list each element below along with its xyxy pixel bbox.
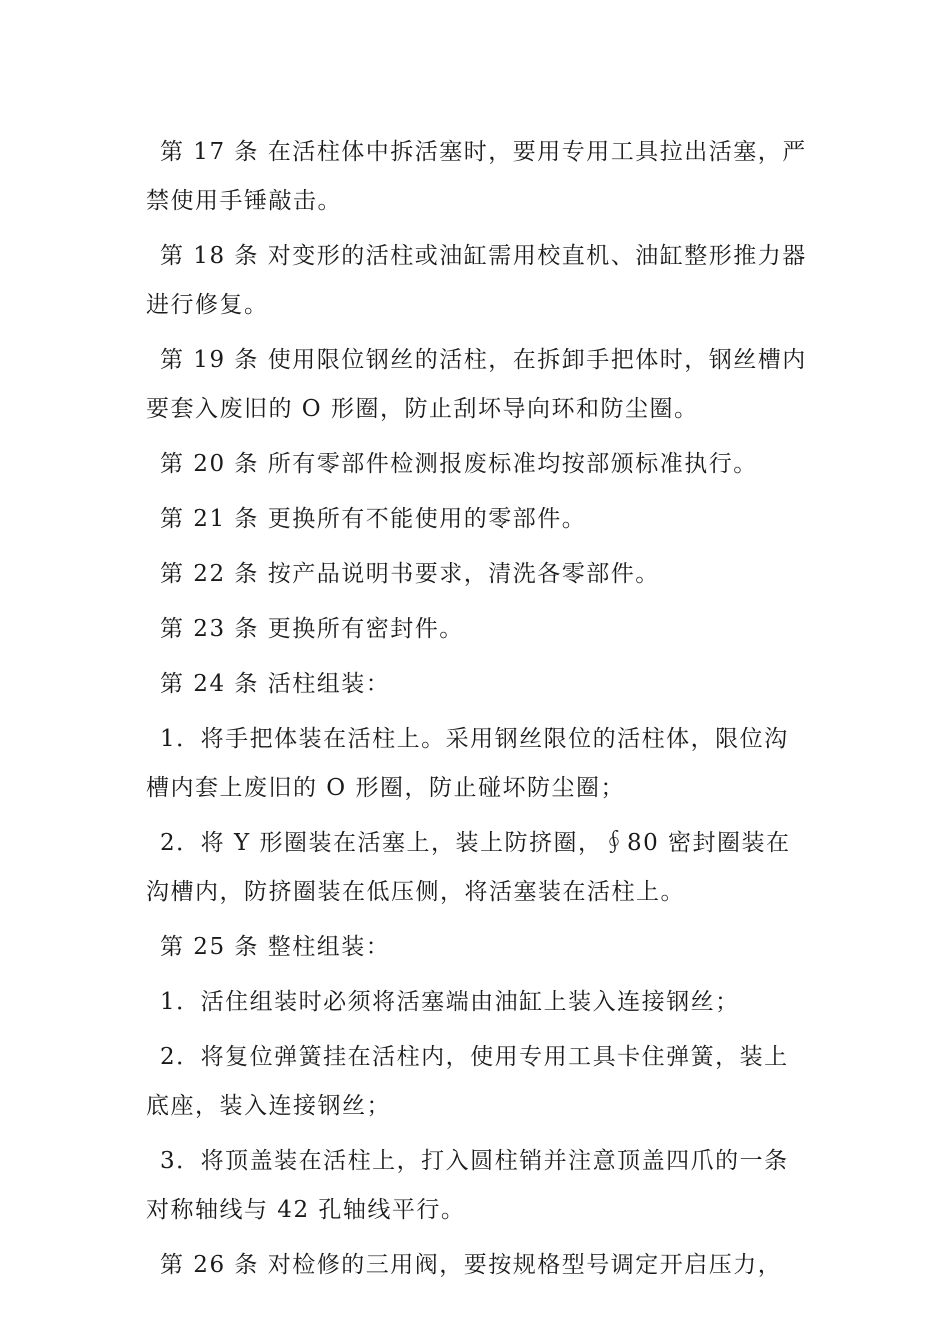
article-24-heading: 第 24 条 活柱组装： [160,671,391,697]
article-22: 第 22 条 按产品说明书要求，清洗各零部件。 [160,561,660,587]
article-26: 第 26 条 对检修的三用阀，要按规格型号调定开启压力， [160,1252,783,1278]
article-25-item-2: 2．将复位弹簧挂在活柱内，使用专用工具卡住弹簧，装上底座，装入连接钢丝； [146,1044,789,1119]
article-21: 第 21 条 更换所有不能使用的零部件。 [160,506,587,532]
article-25-item-3: 3．将顶盖装在活柱上，打入圆柱销并注意顶盖四爪的一条对称轴线与 42 孔轴线平行。 [146,1148,789,1223]
article-24-item-1: 1．将手把体装在活柱上。采用钢丝限位的活柱体，限位沟槽内套上废旧的 O 形圈，防止碰坏防尘圈； [146,726,789,801]
article-23: 第 23 条 更换所有密封件。 [160,616,464,642]
article-25-item-1: 1．活住组装时必须将活塞端由油缸上装入连接钢丝； [160,989,740,1015]
article-25-heading: 第 25 条 整柱组装： [160,934,391,960]
document-body [146,128,810,1296]
article-18: 第 18 条 对变形的活柱或油缸需用校直机、油缸整形推力器进行修复。 [146,243,807,318]
article-17: 第 17 条 在活柱体中拆活塞时，要用专用工具拉出活塞，严禁使用手锤敲击。 [146,139,807,214]
article-19: 第 19 条 使用限位钢丝的活柱，在拆卸手把体时，钢丝槽内要套入废旧的 O 形圈，防止刮坏导向环和防尘圈。 [146,347,807,422]
article-24-item-2: 2．将 Y 形圈装在活塞上，装上防挤圈，∮80 密封圈装在沟槽内，防挤圈装在低压侧，将活塞装在活柱上。 [146,830,791,905]
article-20: 第 20 条 所有零部件检测报废标准均按部颁标准执行。 [160,451,758,477]
